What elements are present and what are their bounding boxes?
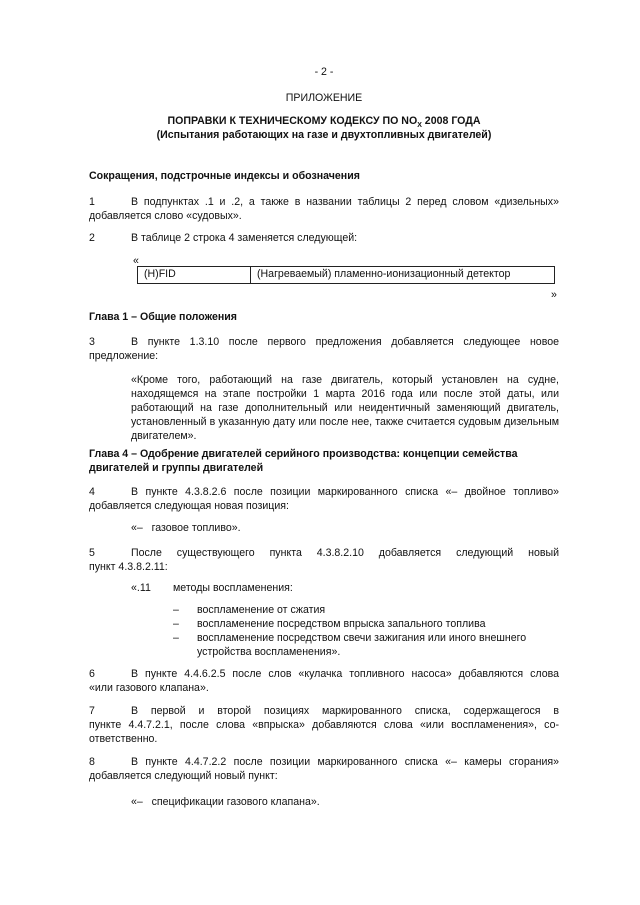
amendment-item-2 [89,232,559,246]
item-number: 7 [89,705,95,717]
item-text-continuation: добавляется слово «судовых». [89,209,242,222]
list-item [173,618,559,632]
list-item [173,604,559,618]
annex-title: ПРИЛОЖЕНИЕ [285,92,363,104]
list-item-text: воспламенение посредством впрыска запального топлива [197,617,486,630]
item-number: 4 [89,486,95,498]
item-text: В пункте 1.3.10 после первого предложения добавляется следующее новое [131,336,559,348]
amendment-item-5 [89,547,559,575]
chapter-4-heading-line2: двигателей и группы двигателей [89,461,264,474]
quoted-new-sentence: «Кроме того, работающий на газе двигатель, который установлен на судне, находящемся на этапе постройки 1 марта 2016 года или после этой даты, или работающий на газе дополнительный или неидентичный заменяющий двигатель, установленный в указанную дату или после нее, также считается судовым дизельным двигателем». [131,374,559,442]
main-subtitle: (Испытания работающих на газе и двухтопливных двигателей) [156,129,492,141]
list-item [173,632,559,660]
ignition-methods-list [173,604,559,660]
item-text: В подпунктах .1 и .2, а также в названии таблицы 2 перед словом «дизельных» [131,196,559,208]
amendment-item-6 [89,668,559,696]
item-text: В пункте 4.4.6.2.5 после слов «кулачка топливного насоса» добавляются слова [131,668,559,680]
item-text: В пункте 4.4.7.2.2 после позиции маркированного списка «– камеры сгорания» [131,756,559,768]
item-text: После существующего пункта 4.3.8.2.10 добавляется следующий новый [131,547,559,559]
close-quote: » [551,289,557,301]
item-number: 5 [89,547,95,559]
amendment-item-7 [89,705,559,747]
section-heading-abbreviations: Сокращения, подстрочные индексы и обозначения [89,170,360,182]
document-page [89,0,559,905]
subitem-text: методы воспламенения: [173,582,293,594]
item-number: 1 [89,196,95,208]
item-text-continuation: добавляется следующая новая позиция: [89,499,289,512]
list-item-text: воспламенение посредством свечи зажигания или иного внешнего устройства воспламенения». [197,631,527,658]
table-row [138,267,555,284]
item-number: 2 [89,232,95,244]
chapter-4-heading [89,448,559,476]
amendment-item-1 [89,196,559,224]
quoted-new-item: «– спецификации газового клапана». [131,796,320,808]
amendment-item-4 [89,486,559,514]
open-quote: « [133,255,139,267]
item-number: 8 [89,756,95,768]
item-text: В таблице 2 строка 4 заменяется следующей: [131,232,358,244]
amendment-item-8 [89,756,559,784]
subitem-number: «.11 [131,582,151,594]
bullet-dash: – [173,604,179,616]
item-number: 6 [89,668,95,680]
amendment-item-3 [89,336,559,364]
main-title-text: ПОПРАВКИ К ТЕХНИЧЕСКОМУ КОДЕКСУ ПО NO [167,115,418,127]
replacement-table-row [137,266,555,284]
list-item-text: воспламенение от сжатия [197,604,326,616]
item-text-continuation: пункт 4.3.8.2.11: [89,560,168,573]
item-text-continuation: «или газового клапана». [89,681,209,694]
chapter-1-heading: Глава 1 – Общие положения [89,311,237,323]
main-title-subscript: X [417,122,422,130]
item-text-continuation: пункте 4.4.7.2.1, после слова «впрыска» добавляются слова «или воспламенения», со-ответственно. [89,718,559,745]
main-title-text-end: 2008 ГОДА [421,115,481,127]
item-text: В пункте 4.3.8.2.6 после позиции маркированного списка «– двойное топливо» [131,486,559,498]
item-text: В первой и второй позициях маркированного списка, содержащегося в [131,705,559,717]
table-cell-abbrev: (H)FID [138,267,251,284]
item-text-continuation: предложение: [89,349,159,362]
quoted-new-bullet: «– газовое топливо». [131,522,241,534]
item-number: 3 [89,336,95,348]
chapter-4-heading-line1: Глава 4 – Одобрение двигателей серийного производства: концепции семейства [89,448,518,460]
bullet-dash: – [173,631,179,644]
page-number: - 2 - [314,66,334,78]
item-text-continuation: добавляется следующий новый пункт: [89,769,278,782]
table-cell-description: (Нагреваемый) пламенно-ионизационный детектор [251,267,555,284]
bullet-dash: – [173,617,179,630]
